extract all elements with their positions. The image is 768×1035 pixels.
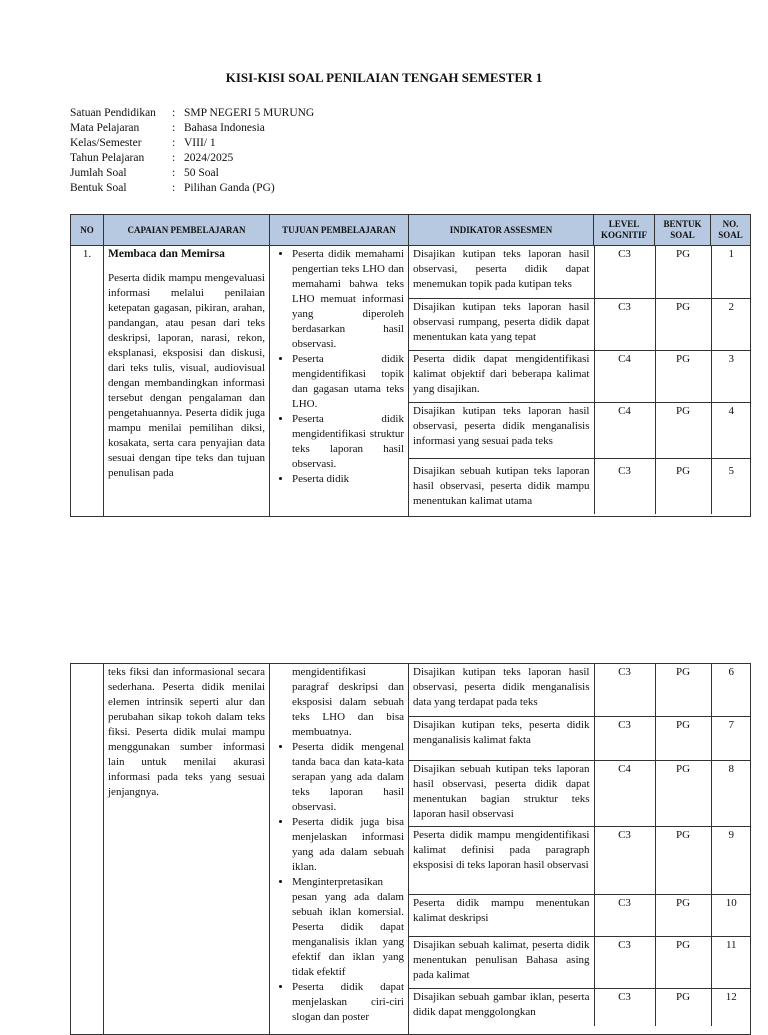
no-soal-value: 5: [728, 464, 734, 477]
tujuan-item: • Peserta didik juga bisa menjelaskan informasi yang ada dalam sebuah iklan.: [292, 815, 404, 875]
soal-row: [409, 894, 750, 936]
meta-value: 50 Soal: [184, 167, 219, 179]
bentuk-value: PG: [655, 716, 711, 760]
tujuan-item-continued: mengidentifikasi paragraf deskripsi dan eksposisi dalam sebuah teks LHO dan bisa membuatnya.: [292, 666, 404, 738]
soal-row: [409, 402, 751, 458]
level-value: C3: [594, 458, 655, 514]
row-number: [71, 246, 104, 517]
soal-row: [409, 988, 750, 1026]
indikator-text: Disajikan kutipan teks laporan hasil observasi, peserta didik menganalisis informasi yang sesuai pada teks: [409, 402, 594, 458]
meta-row: [70, 136, 314, 151]
meta-value: VIII/ 1: [184, 137, 216, 149]
level-value: C3: [594, 826, 655, 894]
tujuan-item: • Peserta didik: [292, 472, 404, 487]
soal-row: [409, 246, 751, 298]
tujuan-list: [274, 247, 404, 487]
bentuk-value: PG: [655, 402, 711, 458]
bentuk-value: PG: [655, 298, 711, 350]
no-soal-value: 9: [711, 826, 750, 894]
meta-sep: :: [172, 122, 176, 134]
capaian-heading: Membaca dan Memirsa: [108, 248, 225, 260]
indikator-text: Disajikan kutipan teks laporan hasil observasi, peserta didik dapat menemukan topik pada kutipan teks: [409, 246, 594, 298]
meta-sep: :: [172, 152, 176, 164]
tujuan-item: • Peserta didik mengenal tanda baca dan kata-kata serapan yang ada dalam teks laporan hasil observasi.: [292, 740, 404, 815]
meta-row: [70, 166, 314, 181]
indikator-clip: [409, 664, 750, 1026]
header-no: NO: [71, 215, 104, 246]
bentuk-value: PG: [655, 760, 711, 826]
kisi-kisi-table-page-1: [70, 214, 751, 517]
soal-row: [409, 716, 750, 760]
meta-value: SMP NEGERI 5 MURUNG: [184, 107, 315, 119]
no-soal-value: 8: [711, 760, 750, 826]
meta-label: Tahun Pelajaran: [70, 152, 145, 164]
meta-row: [70, 181, 314, 196]
meta-value: 2024/2025: [184, 152, 234, 164]
indikator-text: Disajikan sebuah gambar iklan, peserta didik dapat menggolongkan: [409, 988, 594, 1026]
no-soal-value: 6: [711, 664, 750, 716]
tujuan-item: • Peserta didik mengidentifikasi topik dan gagasan utama teks LHO.: [292, 352, 404, 412]
level-value: C3: [594, 716, 655, 760]
indikator-rows: [409, 664, 750, 1026]
soal-row: [409, 664, 750, 716]
level-value: C3: [594, 894, 655, 936]
no-soal-value: 1: [711, 246, 751, 298]
tujuan-item: • Menginterpretasikan pesan yang ada dalam sebuah iklan komersial. Peserta didik dapat menganalisis iklan yang efektif dan iklan yang tidak efektif: [292, 875, 404, 980]
meta-sep: :: [172, 182, 176, 194]
meta-label: Satuan Pendidikan: [70, 107, 156, 119]
indikator-text: Disajikan sebuah kalimat, peserta didik menentukan penulisan Bahasa asing pada kalimat: [409, 936, 594, 988]
tujuan-item: • Peserta didik memahami pengertian teks LHO dan memahami bahwa teks LHO memuat informasi yang diperoleh berdasarkan hasil observasi.: [292, 247, 404, 352]
document-meta: [70, 106, 314, 196]
tujuan-cell: [270, 664, 409, 1035]
bentuk-value: PG: [655, 458, 711, 514]
no-soal-value: 3: [711, 350, 751, 402]
tujuan-content: [270, 664, 408, 1028]
meta-row: [70, 121, 314, 136]
indikator-text: Disajikan sebuah kutipan teks laporan hasil observasi, peserta didik dapat menentukan bagian struktur teks laporan hasil observasi: [409, 760, 594, 826]
bentuk-value: PG: [655, 988, 711, 1026]
meta-label: Jumlah Soal: [70, 167, 127, 179]
soal-row: [409, 936, 750, 988]
header-tujuan: TUJUAN PEMBELAJARAN: [270, 215, 409, 246]
indikator-group: [409, 246, 751, 517]
bentuk-value: PG: [655, 826, 711, 894]
soal-row: [409, 350, 751, 402]
tujuan-item: • Peserta didik mengidentifikasi struktur teks laporan hasil observasi.: [292, 412, 404, 472]
meta-sep: :: [172, 137, 176, 149]
no-soal-value: 11: [711, 936, 750, 988]
document-title: KISI-KISI SOAL PENILAIAN TENGAH SEMESTER 1: [225, 70, 543, 85]
indikator-text: Disajikan sebuah kutipan teks laporan hasil observasi, peserta didik mampu menentukan kalimat utama: [409, 458, 594, 514]
no-soal-value: 2: [711, 298, 751, 350]
tujuan-list: [274, 740, 404, 1025]
indikator-text: Peserta didik mampu menentukan kalimat deskripsi: [409, 894, 594, 936]
tujuan-item: • Peserta didik dapat menjelaskan ciri-ciri slogan dan poster: [292, 980, 404, 1025]
soal-row: [409, 298, 751, 350]
level-value: C4: [594, 760, 655, 826]
bentuk-value: PG: [655, 350, 711, 402]
capaian-content: [104, 246, 269, 516]
indikator-text: Peserta didik dapat mengidentifikasi kalimat objektif dari beberapa kalimat yang disajikan.: [409, 350, 594, 402]
level-value: C3: [594, 298, 655, 350]
indikator-text: Peserta didik mampu mengidentifikasi kalimat definisi pada paragraph eksposisi di teks laporan hasil observasi: [409, 826, 594, 894]
level-value: C4: [594, 402, 655, 458]
indikator-text: Disajikan kutipan teks laporan hasil observasi rumpang, peserta didik dapat menentukan kata yang tepat: [409, 298, 594, 350]
capaian-content: [104, 664, 269, 1034]
meta-label: Mata Pelajaran: [70, 122, 140, 134]
capaian-cell: [104, 246, 270, 517]
capaian-text: Peserta didik mampu mengevaluasi informasi melalui penilaian ketepatan gagasan, pikiran, arahan, pandangan, atau pesan dari teks deskripsi, laporan, narasi, rekon, eksplanasi, eksposisi dan diskusi, dari teks tulis, visual, audiovisual dengan membandingkan informasi tersebut dengan pengalaman dan pengetahuannya. Peserta didik juga mampu menilai pemilihan diksi, kosakata, serta cara penyajian data sesuai dengan tipe teks dan tujuan penulisan pada: [108, 272, 265, 479]
header-no-soal: NO. SOAL: [711, 215, 751, 246]
indikator-text: Disajikan kutipan teks laporan hasil observasi, peserta didik menganalisis data yang terdapat pada teks: [409, 664, 594, 716]
level-value: C3: [594, 664, 655, 716]
no-soal-value: 10: [711, 894, 750, 936]
header-level: LEVEL KOGNITIF: [594, 215, 655, 246]
row-number: [71, 664, 104, 1035]
level-value: C3: [594, 936, 655, 988]
level-value: C4: [594, 350, 655, 402]
row-number-text: 1.: [82, 248, 92, 260]
meta-label: Kelas/Semester: [70, 137, 142, 149]
soal-row: [409, 760, 750, 826]
tujuan-cell: [270, 246, 409, 517]
indikator-rows: [409, 246, 751, 514]
bentuk-value: PG: [655, 936, 711, 988]
bentuk-value: PG: [655, 664, 711, 716]
soal-row: [409, 826, 750, 894]
indikator-text: Disajikan kutipan teks, peserta didik menganalisis kalimat fakta: [409, 716, 594, 760]
meta-value: Bahasa Indonesia: [184, 122, 265, 134]
capaian-cell: [104, 664, 270, 1035]
bentuk-value: PG: [655, 894, 711, 936]
meta-row: [70, 151, 314, 166]
soal-row: [409, 458, 751, 514]
meta-value: Pilihan Ganda (PG): [184, 182, 275, 194]
no-soal-value: 4: [711, 402, 751, 458]
bentuk-value: PG: [655, 246, 711, 298]
capaian-text-continued: teks fiksi dan informasional secara sederhana. Peserta didik menilai elemen intrinsik seperti alur dan perubahan sikap tokoh dalam teks fiksi. Peserta didik mulai mampu menggunakan sumber informasi lain untuk menilai akurasi informasi pada teks yang sesuai jenjangnya.: [108, 666, 265, 798]
header-bentuk: BENTUK SOAL: [655, 215, 711, 246]
level-value: C3: [594, 246, 655, 298]
level-value: C3: [594, 988, 655, 1026]
indikator-group: [409, 664, 751, 1035]
meta-label: Bentuk Soal: [70, 182, 127, 194]
meta-sep: :: [172, 107, 176, 119]
kisi-kisi-table-page-2: [70, 663, 751, 1035]
no-soal-value: 12: [725, 990, 737, 1003]
header-indikator: INDIKATOR ASSESMEN: [409, 215, 594, 246]
no-soal-value: 7: [711, 716, 750, 760]
tujuan-content: [270, 246, 408, 516]
header-capaian: CAPAIAN PEMBELAJARAN: [104, 215, 270, 246]
meta-row: [70, 106, 314, 121]
meta-sep: :: [172, 167, 176, 179]
